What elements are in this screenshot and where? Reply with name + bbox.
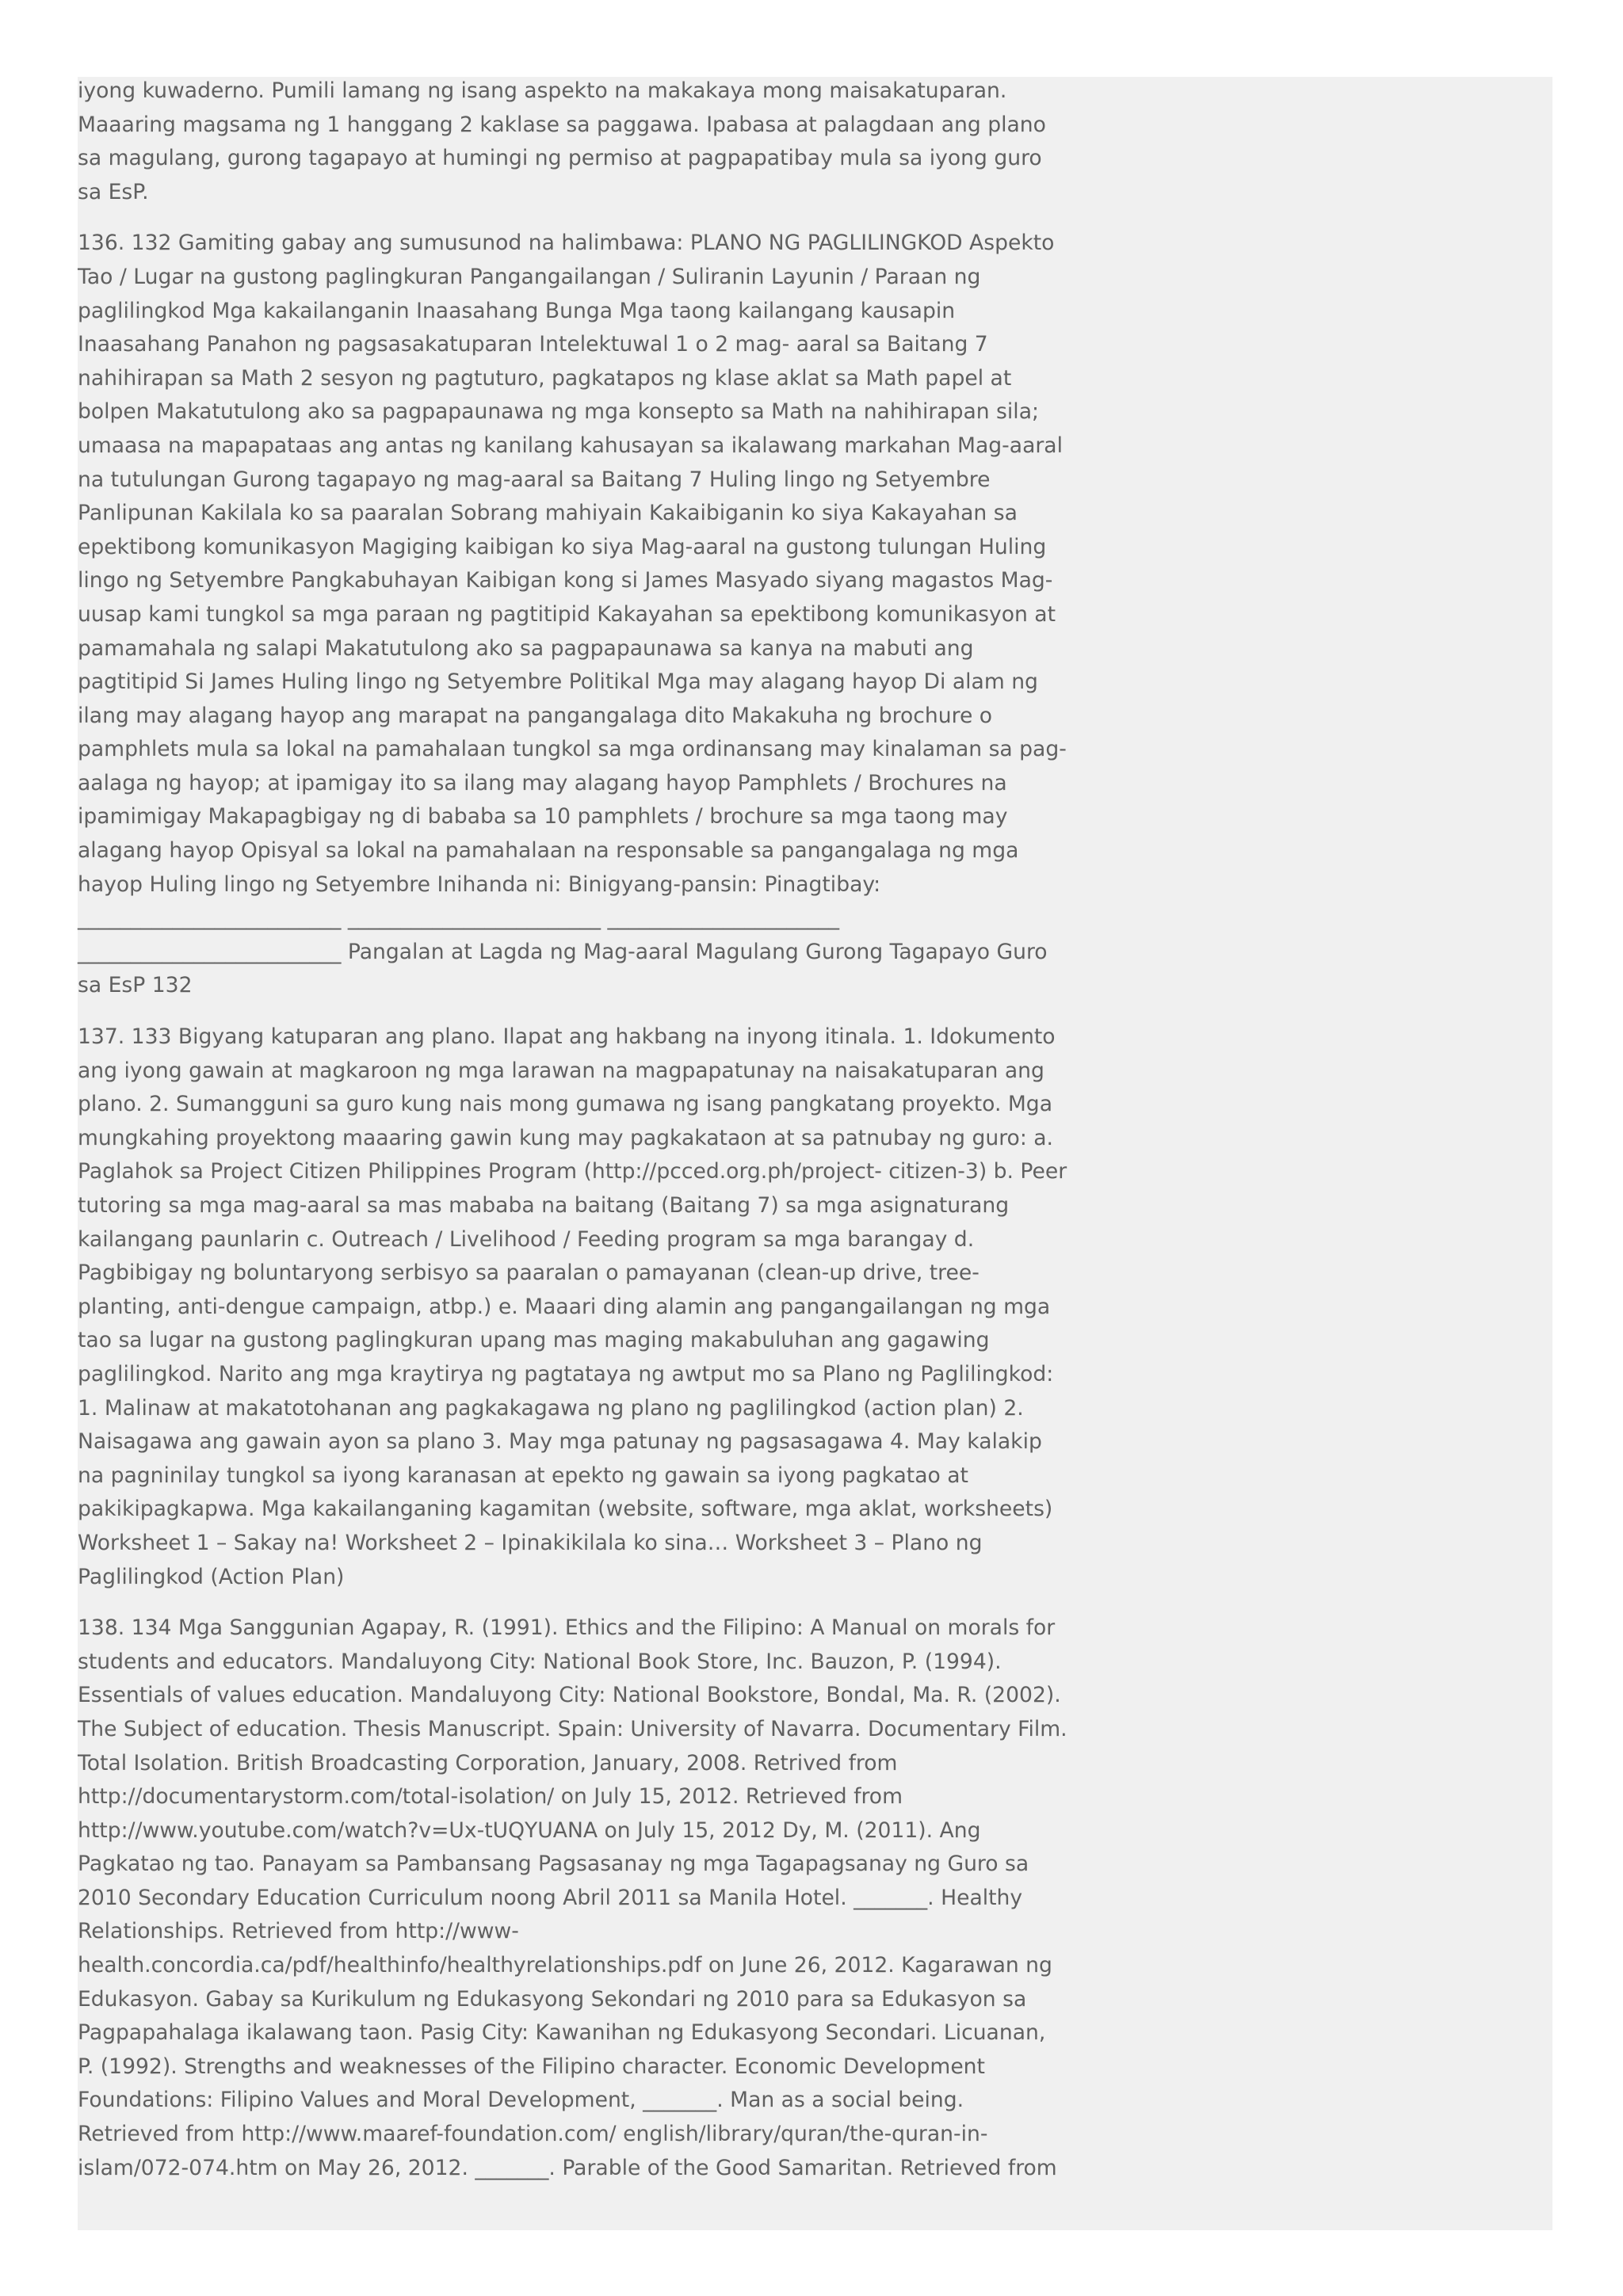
paragraph-continued-instructions: iyong kuwaderno. Pumili lamang ng isang aspekto na makakaya mong maisakatuparan. Maaaring magsama ng 1 hanggang 2 kaklase sa paggawa. Ipabasa at palagdaan ang plano sa magulang, gurong tagapayo at humingi ng permiso at pagpapatibay mula sa iyong guro sa EsP. xyxy=(78,78,1046,204)
document-text xyxy=(78,74,1068,2203)
paragraph-137-bigyang-katuparan: 137. 133 Bigyang katuparan ang plano. Ilapat ang hakbang na inyong itinala. 1. Idokumento ang iyong gawain at magkaroon ng mga larawan na magpapatunay na naisakatuparan ang plano. 2. Sumangguni sa guro kung nais mong gumawa ng isang pangkatang proyekto. Mga mungkahing proyektong maaaring gawin kung may pagkakataon at sa patnubay ng guro: a. Paglahok sa Project Citizen Philippines Program (http://pcced.org.ph/project- citizen-3) b. Peer tutoring sa mga mag-aaral sa mas mababa na baitang (Baitang 7) sa mga asignaturang kailangang paunlarin c. Outreach / Livelihood / Feeding program sa mga barangay d. Pagbibigay ng boluntaryong serbisyo sa paaralan o pamayanan (clean-up drive, tree-planting, anti-dengue campaign, atbp.) e. Maaari ding alamin ang pangangailangan ng mga tao sa lugar na gustong paglingkuran upang mas maging makabuluhan ang gagawing paglilingkod. Narito ang mga kraytirya ng pagtataya ng awtput mo sa Plano ng Paglilingkod: 1. Malinaw at makatotohanan ang pagkakagawa ng plano ng paglilingkod (action plan) 2. Naisagawa ang gawain ayon sa plano 3. May mga patunay ng pagsasagawa 4. May kalakip na pagninilay tungkol sa iyong karanasan at epekto ng gawain sa iyong pagkatao at pakikipagkapwa. Mga kakailanganing kagamitan (website, software, mga aklat, worksheets) Worksheet 1 – Sakay na! Worksheet 2 – Ipinakikilala ko sina… Worksheet 3 – Plano ng Paglilingkod (Action Plan) xyxy=(78,1024,1067,1589)
paragraph-138-mga-sanggunian: 138. 134 Mga Sanggunian Agapay, R. (1991). Ethics and the Filipino: A Manual on morals for students and educators. Mandaluyong City: National Book Store, Inc. Bauzon, P. (1994). Essentials of values education. Mandaluyong City: National Bookstore, Bondal, Ma. R. (2002). The Subject of education. Thesis Manuscript. Spain: University of Navarra. Documentary Film. Total Isolation. British Broadcasting Corporation, January, 2008. Retrived from http://documentarystorm.com/total-isolation/ on July 15, 2012. Retrieved from http://www.youtube.com/watch?v=Ux-tUQYUANA on July 15, 2012 Dy, M. (2011). Ang Pagkatao ng tao. Panayam sa Pambansang Pagsasanay ng mga Tagapagsanay ng Guro sa 2010 Secondary Education Curriculum noong Abril 2011 sa Manila Hotel. _______. Healthy Relationships. Retrieved from http://www-health.concordia.ca/pdf/healthinfo/healthyrelationships.pdf on June 26, 2012. Kagarawan ng Edukasyon. Gabay sa Kurikulum ng Edukasyong Sekondari ng 2010 para sa Edukasyon sa Pagpapahalaga ikalawang taon. Pasig City: Kawanihan ng Edukasyong Secondari. Licuanan, P. (1992). Strengths and weaknesses of the Filipino character. Economic Development Foundations: Filipino Values and Moral Development, _______. Man as a social being. Retrieved from http://www.maaref-foundation.com/ english/library/quran/the-quran-in-islam/072-074.htm on May 26, 2012. _______. Parable of the Good Samaritan. Retrieved from xyxy=(78,1615,1067,2180)
paragraph-136-plano-ng-paglilingkod: 136. 132 Gamiting gabay ang sumusunod na halimbawa: PLANO NG PAGLILINGKOD Aspekto Tao / Lugar na gustong paglingkuran Pangangailangan / Suliranin Layunin / Paraan ng paglilingkod Mga kakailanganin Inaasahang Bunga Mga taong kailangang kausapin Inaasahang Panahon ng pagsasakatuparan Intelektuwal 1 o 2 mag- aaral sa Baitang 7 nahihirapan sa Math 2 sesyon ng pagtuturo, pagkatapos ng klase aklat sa Math papel at bolpen Makatutulong ako sa pagpapaunawa ng mga konsepto sa Math na nahihirapan sila; umaasa na mapapataas ang antas ng kanilang kahusayan sa ikalawang markahan Mag-aaral na tutulungan Gurong tagapayo ng mag-aaral sa Baitang 7 Huling lingo ng Setyembre Panlipunan Kakilala ko sa paaralan Sobrang mahiyain Kakaibiganin ko siya Kakayahan sa epektibong komunikasyon Magiging kaibigan ko siya Mag-aaral na gustong tulungan Huling lingo ng Setyembre Pangkabuhayan Kaibigan kong si James Masyado siyang magastos Mag-uusap kami tungkol sa mga paraan ng pagtitipid Kakayahan sa epektibong komunikasyon at pamamahala ng salapi Makatutulong ako sa pagpapaunawa sa kanya na mabuti ang pagtitipid Si James Huling lingo ng Setyembre Politikal Mga may alagang hayop Di alam ng ilang may alagang hayop ang marapat na pangangalaga dito Makakuha ng brochure o pamphlets mula sa lokal na pamahalaan tungkol sa mga ordinansang may kinalaman sa pag-aalaga ng hayop; at ipamigay ito sa ilang may alagang hayop Pamphlets / Brochures na ipamimigay Makapagbigay ng di bababa sa 10 pamphlets / brochure sa mga taong may alagang hayop Opisyal sa lokal na pamahalaan na responsable sa pangangalaga ng mga hayop Huling lingo ng Setyembre Inihanda ni: Binigyang-pansin: Pinagtibay: _________________________ ________________________ ______________________ _________________________ Pangalan at Lagda ng Mag-aaral Magulang Gurong Tagapayo Guro sa EsP 132 xyxy=(78,231,1067,998)
